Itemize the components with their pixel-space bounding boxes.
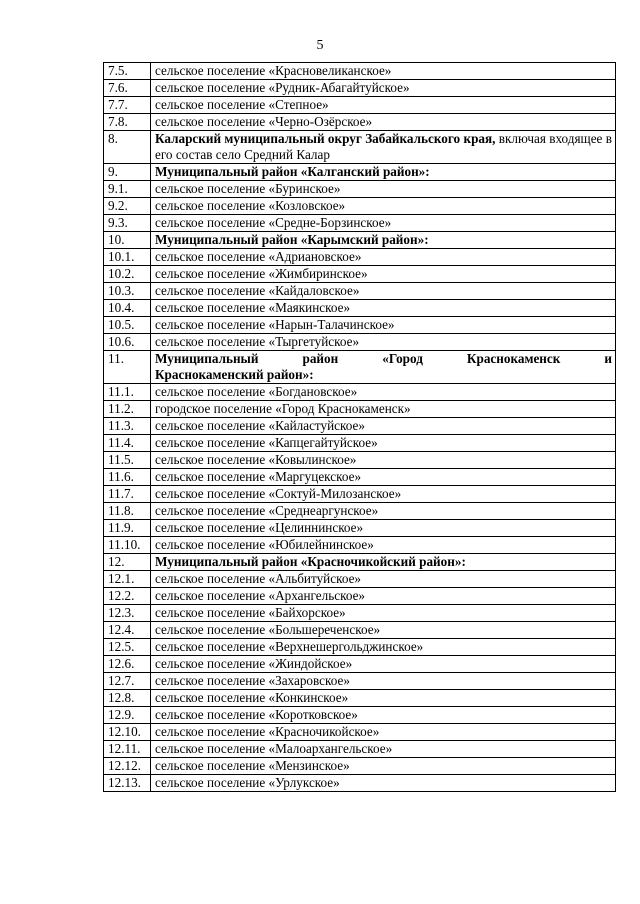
district-title: Муниципальный район «Красночикойский район»: <box>151 554 616 571</box>
municipalities-table <box>103 62 616 792</box>
row-name: сельское поселение «Средне-Борзинское» <box>151 215 616 232</box>
row-number: 7.8. <box>104 114 151 131</box>
table-row <box>104 452 616 469</box>
table-row <box>104 588 616 605</box>
row-name: сельское поселение «Маякинское» <box>151 300 616 317</box>
table-row <box>104 690 616 707</box>
municipalities-table-body <box>104 63 616 792</box>
row-number: 9. <box>104 164 151 181</box>
row-number: 11.1. <box>104 384 151 401</box>
row-name: сельское поселение «Байхорское» <box>151 605 616 622</box>
row-name: сельское поселение «Архангельское» <box>151 588 616 605</box>
table-row <box>104 724 616 741</box>
table-row <box>104 673 616 690</box>
row-number: 12.10. <box>104 724 151 741</box>
row-name: сельское поселение «Верхнешергольджинское» <box>151 639 616 656</box>
row-name: сельское поселение «Богдановское» <box>151 384 616 401</box>
row-name: сельское поселение «Мензинское» <box>151 758 616 775</box>
table-row <box>104 317 616 334</box>
table-row-district-header <box>104 554 616 571</box>
row-name: городское поселение «Город Краснокаменск» <box>151 401 616 418</box>
table-row <box>104 656 616 673</box>
district-title: Муниципальный район «Карымский район»: <box>151 232 616 249</box>
row-number: 10.5. <box>104 317 151 334</box>
row-name: сельское поселение «Конкинское» <box>151 690 616 707</box>
row-number: 12.9. <box>104 707 151 724</box>
row-name: сельское поселение «Урлукское» <box>151 775 616 792</box>
table-row <box>104 503 616 520</box>
row-number: 12.11. <box>104 741 151 758</box>
row-number: 11. <box>104 351 151 384</box>
table-row <box>104 537 616 554</box>
row-name: сельское поселение «Козловское» <box>151 198 616 215</box>
row-number: 12.1. <box>104 571 151 588</box>
table-row-district-header <box>104 351 616 384</box>
row-number: 11.3. <box>104 418 151 435</box>
page-number: 5 <box>316 38 324 53</box>
row-number: 8. <box>104 131 151 164</box>
row-name: сельское поселение «Степное» <box>151 97 616 114</box>
row-name <box>151 131 616 164</box>
row-number: 10.2. <box>104 266 151 283</box>
row-number: 10.3. <box>104 283 151 300</box>
row-name: сельское поселение «Маргуцекское» <box>151 469 616 486</box>
table-row <box>104 520 616 537</box>
row-number: 12.4. <box>104 622 151 639</box>
table-row <box>104 334 616 351</box>
table-row <box>104 266 616 283</box>
row-name: сельское поселение «Соктуй-Милозанское» <box>151 486 616 503</box>
row-number: 10.1. <box>104 249 151 266</box>
row-number: 11.5. <box>104 452 151 469</box>
table-row <box>104 249 616 266</box>
row-name: сельское поселение «Тыргетуйское» <box>151 334 616 351</box>
row-number: 12.5. <box>104 639 151 656</box>
district-note: включая входящее в его состав село Средний Калар <box>155 131 612 162</box>
table-row <box>104 401 616 418</box>
table-row <box>104 639 616 656</box>
table-row <box>104 63 616 80</box>
row-name: сельское поселение «Жимбиринское» <box>151 266 616 283</box>
row-number: 12.12. <box>104 758 151 775</box>
row-number: 12.13. <box>104 775 151 792</box>
table-row-district-header <box>104 164 616 181</box>
row-number: 12.8. <box>104 690 151 707</box>
table-row-district-header <box>104 232 616 249</box>
table-row <box>104 418 616 435</box>
table-row <box>104 707 616 724</box>
row-number: 10. <box>104 232 151 249</box>
table-row <box>104 622 616 639</box>
table-row <box>104 486 616 503</box>
row-number: 11.9. <box>104 520 151 537</box>
row-number: 12.7. <box>104 673 151 690</box>
row-number: 11.2. <box>104 401 151 418</box>
row-name: сельское поселение «Коротковское» <box>151 707 616 724</box>
row-name: сельское поселение «Черно-Озёрское» <box>151 114 616 131</box>
district-title-line-1: Муниципальный район «Город Краснокаменск и <box>155 351 612 366</box>
row-name: сельское поселение «Малоархангельское» <box>151 741 616 758</box>
row-number: 9.1. <box>104 181 151 198</box>
row-name: сельское поселение «Красновеликанское» <box>151 63 616 80</box>
district-title: Каларский муниципальный округ Забайкальского края, <box>155 131 496 146</box>
row-number: 12.6. <box>104 656 151 673</box>
row-name: сельское поселение «Кайластуйское» <box>151 418 616 435</box>
table-row <box>104 605 616 622</box>
row-name: сельское поселение «Жиндойское» <box>151 656 616 673</box>
row-number: 11.6. <box>104 469 151 486</box>
table-row <box>104 469 616 486</box>
table-row-district-header <box>104 131 616 164</box>
table-row <box>104 571 616 588</box>
row-number: 11.4. <box>104 435 151 452</box>
row-number: 7.7. <box>104 97 151 114</box>
table-row <box>104 181 616 198</box>
row-name: сельское поселение «Красночикойское» <box>151 724 616 741</box>
row-name: сельское поселение «Среднеаргунское» <box>151 503 616 520</box>
row-name: сельское поселение «Юбилейнинское» <box>151 537 616 554</box>
row-name: сельское поселение «Целиннинское» <box>151 520 616 537</box>
district-title: Муниципальный район «Калганский район»: <box>151 164 616 181</box>
table-row <box>104 198 616 215</box>
row-name: сельское поселение «Капцегайтуйское» <box>151 435 616 452</box>
table-row <box>104 114 616 131</box>
row-number: 9.3. <box>104 215 151 232</box>
table-row <box>104 741 616 758</box>
row-name: сельское поселение «Ковылинское» <box>151 452 616 469</box>
row-number: 11.7. <box>104 486 151 503</box>
row-name: сельское поселение «Нарын-Талачинское» <box>151 317 616 334</box>
row-number: 12. <box>104 554 151 571</box>
table-row <box>104 775 616 792</box>
table-row <box>104 435 616 452</box>
row-number: 10.4. <box>104 300 151 317</box>
row-name: сельское поселение «Адриановское» <box>151 249 616 266</box>
row-name: сельское поселение «Буринское» <box>151 181 616 198</box>
table-row <box>104 384 616 401</box>
table-row <box>104 283 616 300</box>
row-number: 11.8. <box>104 503 151 520</box>
table-row <box>104 215 616 232</box>
row-number: 9.2. <box>104 198 151 215</box>
table-row <box>104 300 616 317</box>
table-row <box>104 80 616 97</box>
row-number: 7.5. <box>104 63 151 80</box>
row-name: сельское поселение «Кайдаловское» <box>151 283 616 300</box>
table-row <box>104 97 616 114</box>
row-number: 11.10. <box>104 537 151 554</box>
row-name: сельское поселение «Большереченское» <box>151 622 616 639</box>
row-name: сельское поселение «Захаровское» <box>151 673 616 690</box>
row-number: 12.2. <box>104 588 151 605</box>
row-number: 7.6. <box>104 80 151 97</box>
table-row <box>104 758 616 775</box>
row-number: 12.3. <box>104 605 151 622</box>
row-name: сельское поселение «Рудник-Абагайтуйское» <box>151 80 616 97</box>
row-name: сельское поселение «Альбитуйское» <box>151 571 616 588</box>
row-number: 10.6. <box>104 334 151 351</box>
district-title-line-2: Краснокаменский район»: <box>155 367 314 382</box>
district-title <box>151 351 616 384</box>
